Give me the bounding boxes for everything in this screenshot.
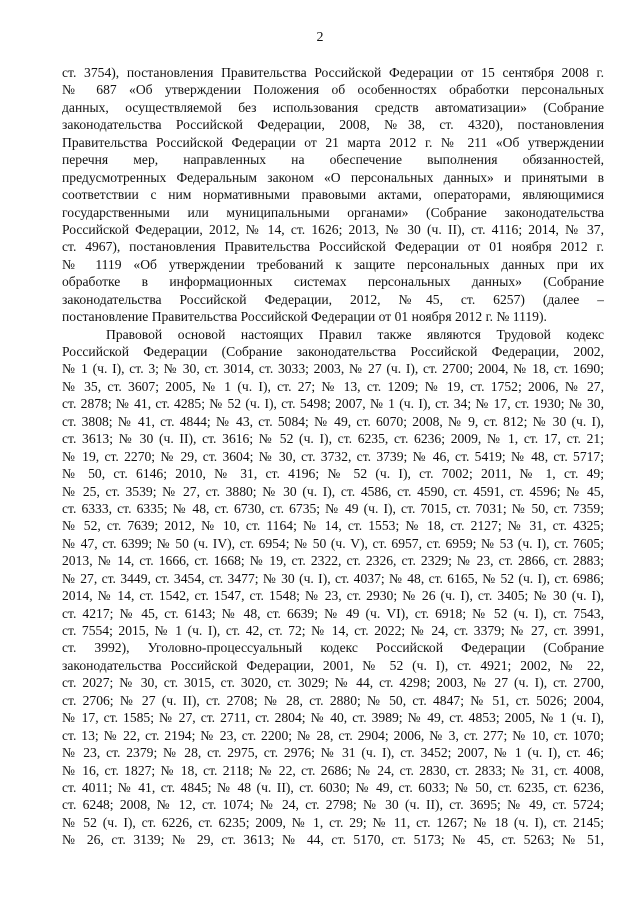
text-line: государственными или муниципальными органами» (Собрание законодательства — [62, 204, 604, 220]
text-line: ст. 3808; № 41, ст. 4844; № 43, ст. 5084; № 49, ст. 6070; 2008, № 9, ст. 812; № 30 (ч. I), — [62, 413, 604, 429]
text-line: № 17, ст. 1585; № 27, ст. 2711, ст. 2804; № 40, ст. 3989; № 49, ст. 4853; 2005, № 1 (ч. I), — [62, 710, 604, 726]
text-line: соответствии с ним нормативными правовыми актами, операторами, являющимися — [62, 187, 604, 203]
text-line: ст. 6333, ст. 6335; № 48, ст. 6730, ст. 6735; № 49 (ч. I), ст. 7015, ст. 7031; № 50, ст. 7359; — [62, 500, 604, 516]
text-line: ст. 4011; № 41, ст. 4845; № 48 (ч. II), ст. 6030; № 49, ст. 6033; № 50, ст. 6235, ст. 6236, — [62, 779, 604, 795]
text-line: № 16, ст. 1827; № 18, ст. 2118; № 22, ст. 2686; № 24, ст. 2830, ст. 2833; № 31, ст. 4008, — [62, 762, 604, 778]
paragraph-1 — [62, 64, 604, 326]
text-line: ст. 7554; 2015, № 1 (ч. I), ст. 42, ст. 72; № 14, ст. 2022; № 24, ст. 3379; № 27, ст. 3991, — [62, 623, 604, 638]
text-line: № 25, ст. 3539; № 27, ст. 3880; № 30 (ч. I), ст. 4586, ст. 4590, ст. 4591, ст. 4596; № 45, — [62, 483, 604, 499]
text-line: № 50, ст. 6146; 2010, № 31, ст. 4196; № 52 (ч. I), ст. 7002; 2011, № 1, ст. 49; — [62, 466, 604, 482]
page-number: 2 — [316, 30, 324, 45]
text-line: ст. 13; № 22, ст. 2194; № 23, ст. 2200; № 28, ст. 2904; 2006, № 3, ст. 277; № 10, ст. 1070; — [62, 727, 604, 743]
text-line: Правовой основой настоящих Правил также являются Трудовой кодекс — [106, 326, 604, 342]
document-body — [62, 64, 604, 849]
text-line: № 687 «Об утверждении Положения об особенностях обработки персональных — [62, 82, 604, 98]
text-line: 2013, № 14, ст. 1666, ст. 1668; № 19, ст. 2322, ст. 2326, ст. 2329; № 23, ст. 2866, ст. 2883; — [62, 553, 604, 569]
text-line: законодательства Российской Федерации, 2012, №45, ст. 6257) (далее – — [62, 291, 604, 307]
text-line: № 52, ст. 7639; 2012, № 10, ст. 1164; № 14, ст. 1553; № 18, ст. 2127; № 31, ст. 4325; — [62, 518, 604, 534]
text-line: ст. 2706; № 27 (ч. II), ст. 2708; № 28, ст. 2880; № 50, ст. 4847; № 51, ст. 5026; 2004, — [62, 692, 604, 708]
text-line: ст. 3992), Уголовно-процессуальный кодекс Российской Федерации (Собрание — [62, 640, 604, 656]
text-line: № 26, ст. 3139; № 29, ст. 3613; № 44, ст. 5170, ст. 5173; № 45, ст. 5263; № 51, — [62, 832, 604, 848]
text-line: ст. 4217; № 45, ст. 6143; № 48, ст. 6639; № 49 (ч. VI), ст. 6918; № 52 (ч. I), ст. 7543, — [62, 605, 604, 621]
text-line: № 19, ст. 2270; № 29, ст. 3604; № 30, ст. 3732, ст. 3739; № 46, ст. 5419; № 48, ст. 5717; — [62, 448, 604, 464]
text-line: Правительства Российской Федерации от 21 марта 2012 г. № 211 «Об утверждении — [62, 134, 604, 150]
text-line: № 1 (ч. I), ст. 3; № 30, ст. 3014, ст. 3033; 2003, № 27 (ч. I), ст. 2700; 2004, № 18, ст. 1690; — [62, 361, 604, 377]
text-line: постановление Правительства Российской Федерации от 01 ноября 2012 г. № 1119). — [62, 309, 547, 325]
text-line: обработке в информационных системах персональных данных» (Собрание — [62, 274, 604, 290]
text-line: ст. 2027; № 30, ст. 3015, ст. 3020, ст. 3029; № 44, ст. 4298; 2003, № 27 (ч. I), ст. 2700, — [62, 675, 604, 691]
text-line: законодательства Российской Федерации, 2008, №38, ст. 4320), постановления — [62, 117, 604, 133]
text-line: данных, осуществляемой без использования средств автоматизации» (Собрание — [62, 99, 604, 115]
paragraph-2 — [62, 326, 604, 849]
text-line: № 47, ст. 6399; № 50 (ч. IV), ст. 6954; № 50 (ч. V), ст. 6957, ст. 6959; № 53 (ч. I), ст. 7605; — [62, 535, 604, 551]
text-line: ст. 3754), постановления Правительства Российской Федерации от 15 сентября 2008 г. — [62, 65, 604, 80]
text-line: перечня мер, направленных на обеспечение выполнения обязанностей, — [62, 152, 604, 168]
text-line: ст. 2878; № 41, ст. 4285; № 52 (ч. I), ст. 5498; 2007, № 1 (ч. I), ст. 34; № 17, ст. 1930; № 30, — [62, 396, 604, 412]
text-line: № 23, ст. 2379; № 28, ст. 2975, ст. 2976; № 31 (ч. I), ст. 3452; 2007, № 1 (ч. I), ст. 46; — [62, 745, 604, 761]
text-line: ст. 6248; 2008, № 12, ст. 1074; № 24, ст. 2798; № 30 (ч. II), ст. 3695; № 49, ст. 5724; — [62, 797, 604, 813]
text-line: предусмотренных Федеральным законом «О персональных данных» и принятыми в — [62, 169, 604, 185]
text-line: № 35, ст. 3607; 2005, № 1 (ч. I), ст. 27; № 13, ст. 1209; № 19, ст. 1752; 2006, № 27, — [62, 378, 604, 394]
text-line: № 27, ст. 3449, ст. 3454, ст. 3477; № 30 (ч. I), ст. 4037; № 48, ст. 6165, № 52 (ч. I), ст. 6986; — [62, 570, 604, 586]
text-line: Российской Федерации, 2012, № 14, ст. 1626; 2013, № 30 (ч. II), ст. 4116; 2014, № 37, — [62, 221, 604, 237]
text-line: Российской Федерации (Собрание законодательства Российской Федерации, 2002, — [62, 344, 604, 359]
text-line: законодательства Российской Федерации, 2001, № 52 (ч. I), ст. 4921; 2002, № 22, — [62, 657, 604, 673]
text-line: № 1119 «Об утверждении требований к защите персональных данных при их — [62, 256, 604, 272]
text-line: 2014, № 14, ст. 1542, ст. 1547, ст. 1548; № 23, ст. 2930; № 26 (ч. I), ст. 3405; № 30 (ч. I), — [62, 588, 604, 604]
text-line: ст. 4967), постановления Правительства Российской Федерации от 01 ноября 2012 г. — [62, 239, 604, 255]
text-line: ст. 3613; № 30 (ч. II), ст. 3616; № 52 (ч. I), ст. 6235, ст. 6236; 2009, № 1, ст. 17, ст. 21; — [62, 431, 604, 447]
text-line: № 52 (ч. I), ст. 6226, ст. 6235; 2009, № 1, ст. 29; № 11, ст. 1267; № 18 (ч. I), ст. 2145; — [62, 814, 604, 830]
